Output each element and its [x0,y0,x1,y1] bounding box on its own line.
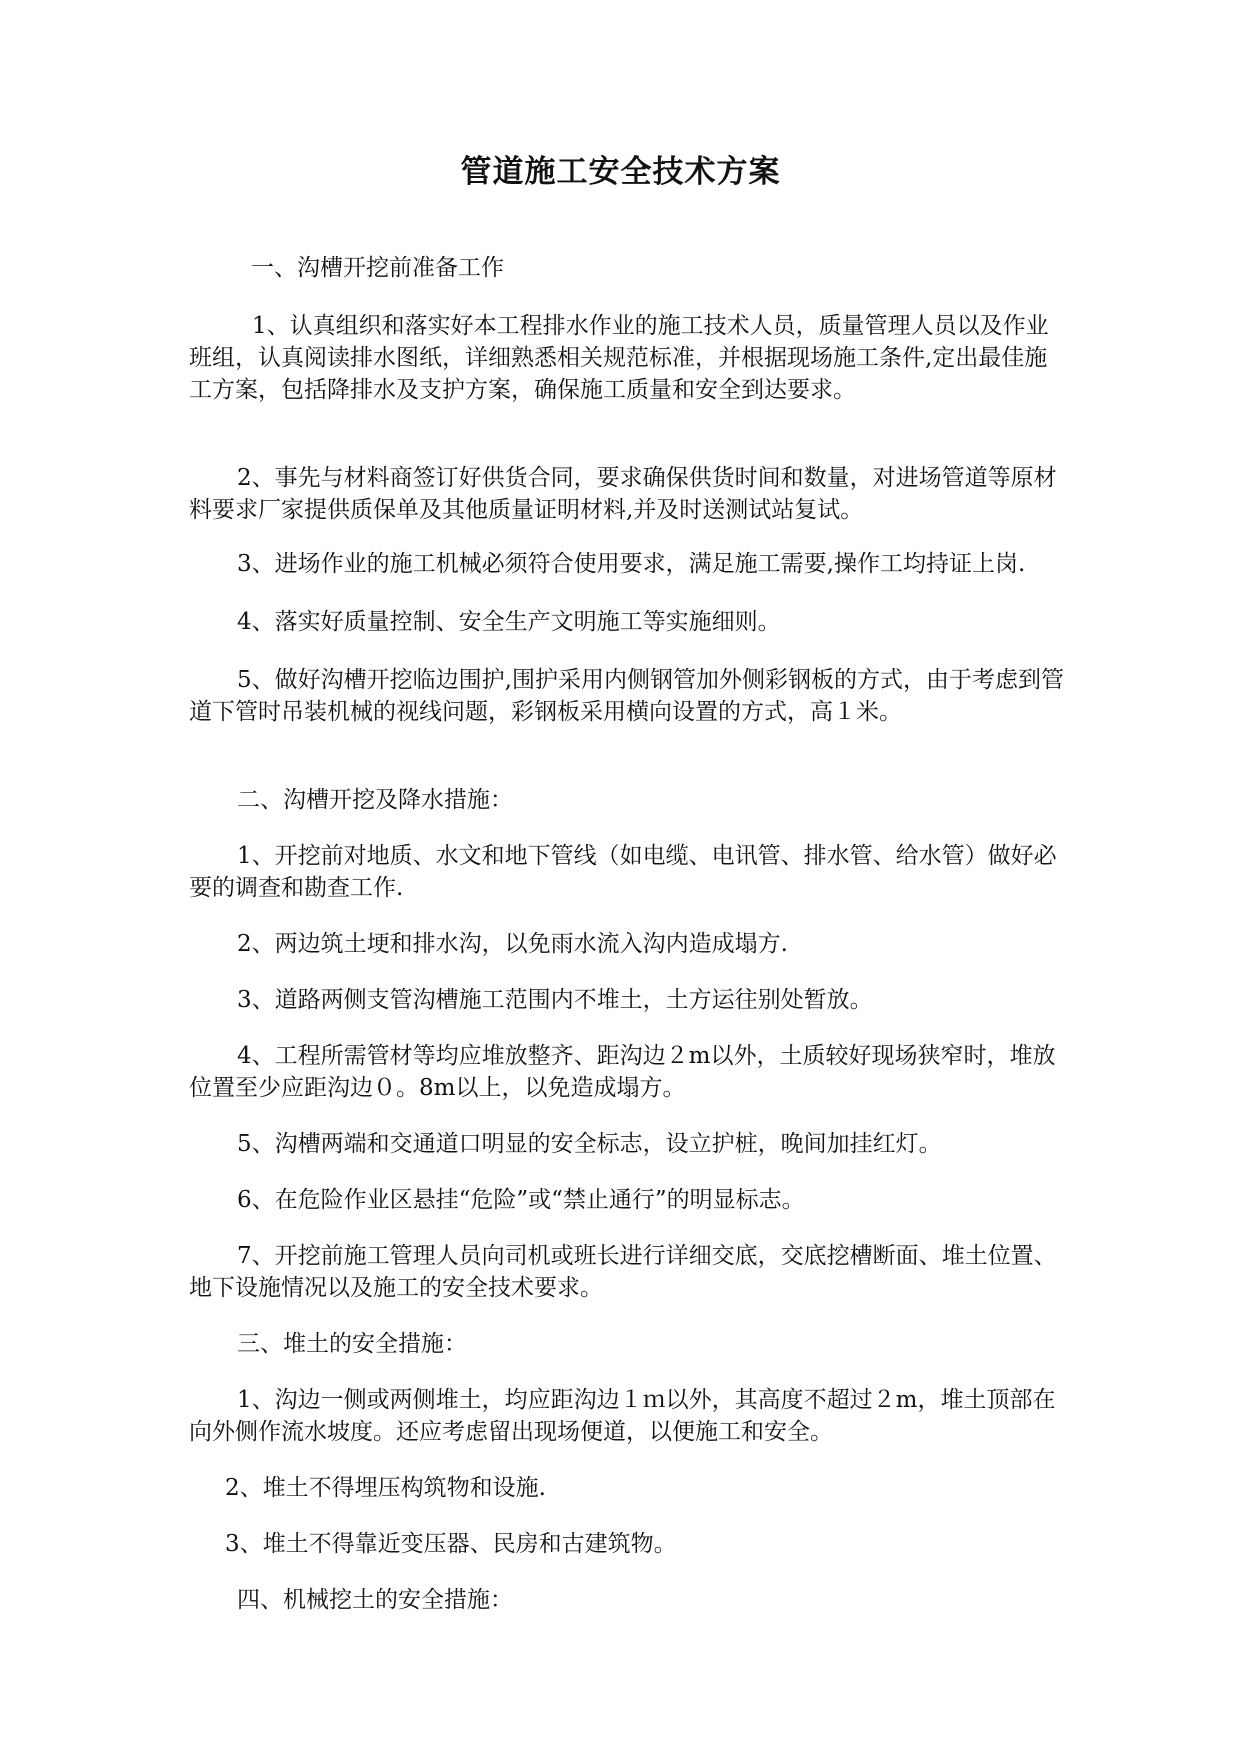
paragraph-3-2: 2、堆土不得埋压构筑物和设施. [225,1475,546,1501]
paragraph-1-3: 3、进场作业的施工机械必须符合使用要求，满足施工需要,操作工均持证上岗. [237,551,1026,577]
document-title: 管道施工安全技术方案 [460,154,781,190]
paragraph-1-5: 5、做好沟槽开挖临边围护,围护采用内侧钢管加外侧彩钢板的方式，由于考虑到管道下管时吊装机械的视线问题，彩钢板采用横向设置的方式，高１米。 [189,667,1064,725]
section-heading-1: 一、沟槽开挖前准备工作 [251,255,504,281]
paragraph-1-2: 2、事先与材料商签订好供货合同，要求确保供货时间和数量，对进场管道等原材料要求厂家提供质保单及其他质量证明材料,并及时送测试站复试。 [189,465,1057,523]
paragraph-1-4: 4、落实好质量控制、安全生产文明施工等实施细则。 [237,609,781,635]
paragraph-2-6: 6、在危险作业区悬挂“危险”或“禁止通行”的明显标志。 [237,1187,805,1213]
paragraph-2-7: 7、开挖前施工管理人员向司机或班长进行详细交底，交底挖槽断面、堆土位置、地下设施情况以及施工的安全技术要求。 [189,1243,1057,1301]
paragraph-2-1: 1、开挖前对地质、水文和地下管线（如电缆、电讯管、排水管、给水管）做好必要的调查和勘查工作. [189,843,1057,901]
paragraph-2-5: 5、沟槽两端和交通道口明显的安全标志，设立护桩，晚间加挂红灯。 [237,1131,942,1157]
section-heading-4: 四、机械挖土的安全措施： [237,1587,513,1613]
document-body [189,252,1069,1616]
section-heading-2: 二、沟槽开挖及降水措施： [237,787,513,813]
paragraph-3-1: 1、沟边一侧或两侧堆土，均应距沟边１ｍ以外，其高度不超过２m，堆土顶部在向外侧作流水坡度。还应考虑留出现场便道，以便施工和安全。 [189,1387,1056,1445]
section-heading-3: 三、堆土的安全措施： [237,1331,467,1357]
paragraph-1-1: 1、认真组织和落实好本工程排水作业的施工技术人员，质量管理人员以及作业班组，认真阅读排水图纸，详细熟悉相关规范标准，并根据现场施工条件,定出最佳施工方案，包括降排水及支护方案，确保施工质量和安全到达要求。 [189,313,1049,403]
paragraph-2-3: 3、道路两侧支管沟槽施工范围内不堆土，土方运往别处暂放。 [237,987,873,1013]
paragraph-2-2: 2、两边筑土埂和排水沟，以免雨水流入沟内造成塌方. [237,931,788,957]
paragraph-3-3: 3、堆土不得靠近变压器、民房和古建筑物。 [225,1531,677,1557]
paragraph-2-4: 4、工程所需管材等均应堆放整齐、距沟边２m以外，土质较好现场狭窄时，堆放位置至少应距沟边０。8m以上，以免造成塌方。 [189,1043,1056,1101]
